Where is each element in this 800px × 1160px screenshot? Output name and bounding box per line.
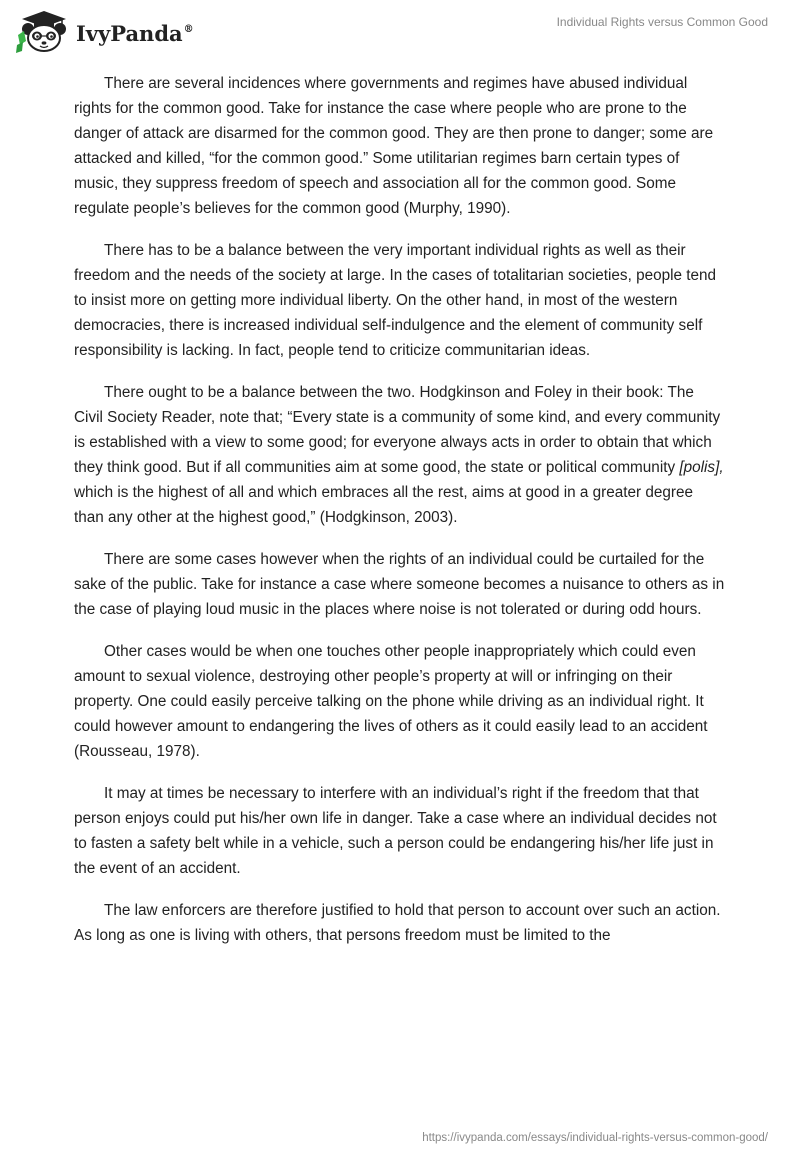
essay-body xyxy=(74,71,726,965)
paragraph-6: It may at times be necessary to interfere with an individual’s right if the freedom that that person enjoys could put his/her own life in danger. Take a case where an individual decides not to fasten a safety belt while in a vehicle, such a person could be endangering his/her life just in the event of an accident. xyxy=(74,785,717,877)
paragraph-2: There has to be a balance between the very important individual rights as well as their freedom and the needs of the society at large. In the cases of totalitarian societies, people tend to insist more on getting more individual liberty. On the other hand, in most of the western democracies, there is increased individual self-indulgence and the element of community self responsibility is lacking. In fact, people tend to criticize communitarian ideas. xyxy=(74,242,717,359)
paragraph-4: There are some cases however when the rights of an individual could be curtailed for the sake of the public. Take for instance a case where someone becomes a nuisance to others as in the case of playing loud music in the places where noise is not tolerated or during odd hours. xyxy=(74,551,725,618)
document-title: Individual Rights versus Common Good xyxy=(556,15,768,29)
paragraph-3-text-start: There ought to be a balance between the two. Hodgkinson and Foley in their book: The Civil Society Reader, note that; “Every state is a community of some kind, and every community is established with a view to some good; for everyone always acts in order to obtain that which they think good. But if all communities aim at some good, the state or political community xyxy=(74,384,721,476)
paragraph-5: Other cases would be when one touches other people inappropriately which could even amount to sexual violence, destroying other people’s property at will or infringing on their property. One could easily perceive talking on the phone while driving as an individual right. It could however amount to endangering the lives of others as it could easily lead to an accident (Rousseau, 1978). xyxy=(74,643,708,760)
polis-term: [polis], xyxy=(679,459,724,476)
paragraph-3 xyxy=(74,380,726,530)
brand-name: IvyPanda® xyxy=(76,21,194,46)
paragraph-7: The law enforcers are therefore justified to hold that person to account over such an action. As long as one is living with others, that persons freedom must be limited to the xyxy=(74,902,721,944)
panda-graduate-icon xyxy=(14,9,74,55)
paragraph-3-text-end: which is the highest of all and which embraces all the rest, aims at good in a greater degree than any other at the highest good,” (Hodgkinson, 2003). xyxy=(74,484,694,526)
page-header xyxy=(0,0,800,60)
paragraph-1: There are several incidences where governments and regimes have abused individual rights for the common good. Take for instance the case where people who are prone to the danger of attack are disarmed for the common good. They are then prone to danger; some are attacked and killed, “for the common good.” Some utilitarian regimes barn certain types of music, they suppress freedom of speech and association all for the common good. Some regulate people’s believes for the common good (Murphy, 1990). xyxy=(74,75,714,217)
ivypanda-logo[interactable] xyxy=(14,9,194,55)
source-url[interactable]: https://ivypanda.com/essays/individual-rights-versus-common-good/ xyxy=(422,1132,768,1144)
